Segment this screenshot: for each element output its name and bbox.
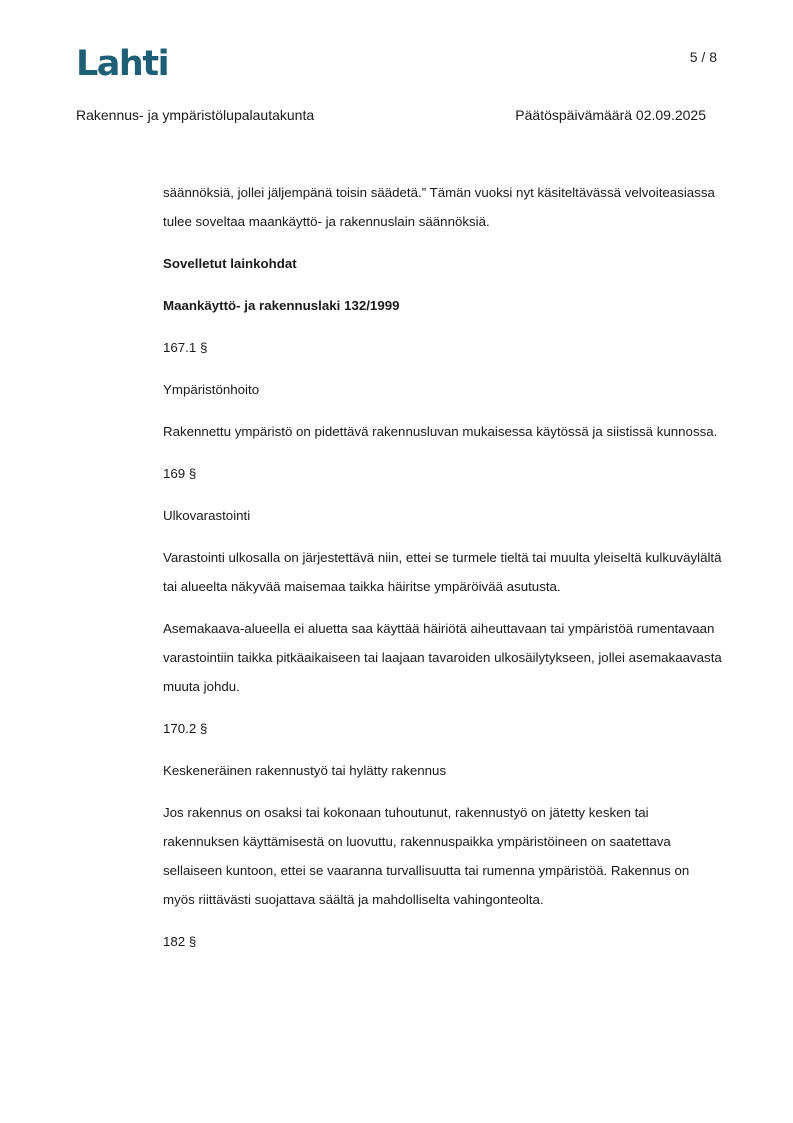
paragraph: Rakennettu ympäristö on pidettävä rakennusluvan mukaisessa käytössä ja siistissä kunnossa. (163, 424, 718, 439)
section-number: 169 § (163, 466, 197, 481)
paragraph: Asemakaava-alueella ei aluetta saa käyttää häiriötä aiheuttavaan tai ympäristöä rumentavaan varastointiin taikka pitkäaikaiseen tai laajaan tavaroiden ulkosäilytykseen, jollei asemakaavasta muuta johdu. (163, 621, 722, 694)
section-title: Ympäristönhoito (163, 382, 260, 397)
law-title: Maankäyttö- ja rakennuslaki 132/1999 (163, 298, 400, 313)
section-number: 167.1 § (163, 340, 208, 355)
section-heading: Sovelletut lainkohdat (163, 256, 297, 271)
page-number: 5 / 8 (689, 49, 717, 65)
document-body (163, 178, 723, 969)
decision-date: Päätöspäivämäärä 02.09.2025 (515, 107, 706, 123)
section-title: Ulkovarastointi (163, 508, 251, 523)
section-title: Keskeneräinen rakennustyö tai hylätty rakennus (163, 763, 447, 778)
committee-name: Rakennus- ja ympäristölupalautakunta (76, 107, 315, 123)
paragraph: Varastointi ulkosalla on järjestettävä niin, ettei se turmele tieltä tai muulta yleiseltä kulkuväylältä tai alueelta näkyvää maisemaa taikka häiritse ympäröivää asutusta. (163, 550, 722, 594)
section-number: 170.2 § (163, 721, 208, 736)
section-number: 182 § (163, 934, 197, 949)
paragraph: säännöksiä, jollei jäljempänä toisin säädetä.” Tämän vuoksi nyt käsiteltävässä velvoiteasiassa tulee soveltaa maankäyttö- ja rakennuslain säännöksiä. (163, 185, 715, 229)
paragraph: Jos rakennus on osaksi tai kokonaan tuhoutunut, rakennustyö on jätetty kesken tai rakennuksen käyttämisestä on luovuttu, rakennuspaikka ympäristöineen on saatettava sellaiseen kuntoon, ettei se vaaranna turvallisuutta tai rumenna ympäristöä. Rakennus on myös riittävästi suojattava säältä ja mahdolliselta vahingonteolta. (163, 805, 690, 907)
lahti-logo: Lahti (76, 44, 169, 84)
